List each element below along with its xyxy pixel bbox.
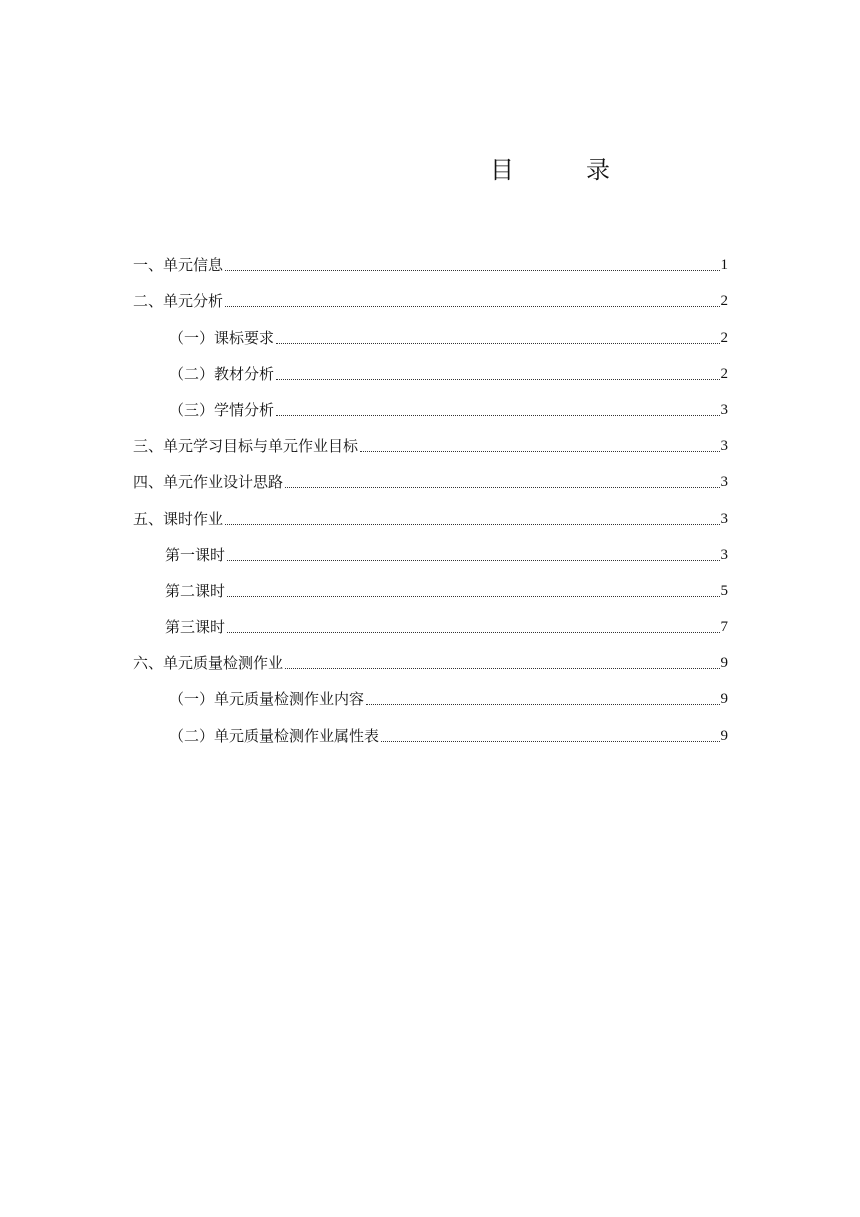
toc-entry-design-approach[interactable]: [133, 457, 728, 493]
dot-leader: [285, 487, 719, 488]
toc-entry-label: 六、单元质量检测作业: [133, 654, 284, 673]
dot-leader: [360, 451, 719, 452]
toc-entry-page-number: 3: [720, 546, 728, 563]
toc-entry-page-number: 3: [720, 510, 728, 527]
toc-entry-page-number: 3: [720, 474, 728, 491]
page-title: 目 录: [490, 156, 634, 184]
toc-entry-learner-analysis[interactable]: [133, 385, 728, 421]
toc-entry-label: 四、单元作业设计思路: [133, 473, 284, 492]
toc-entry-label: 第三课时: [165, 618, 226, 637]
dot-leader: [276, 379, 719, 380]
toc-entry-quality-test[interactable]: [133, 638, 728, 674]
toc-entry-textbook-analysis[interactable]: [133, 349, 728, 385]
toc-entry-unit-info[interactable]: [133, 240, 728, 276]
toc-entry-page-number: 7: [720, 619, 728, 636]
toc-entry-lesson-homework[interactable]: [133, 493, 728, 529]
toc-entry-label: 二、单元分析: [133, 292, 224, 311]
toc-entry-page-number: 9: [720, 727, 728, 744]
toc-entry-label: 五、课时作业: [133, 509, 224, 528]
dot-leader: [276, 415, 719, 416]
toc-entry-lesson-2[interactable]: [133, 566, 728, 602]
toc-entry-label: （一）课标要求: [169, 328, 275, 347]
toc-entry-page-number: 5: [720, 582, 728, 599]
toc-entry-page-number: 3: [720, 401, 728, 418]
toc-entry-page-number: 1: [720, 257, 728, 274]
toc-entry-page-number: 2: [720, 293, 728, 310]
toc-entry-curriculum-requirements[interactable]: [133, 312, 728, 348]
dot-leader: [285, 668, 719, 669]
dot-leader: [227, 632, 719, 633]
toc-entry-lesson-1[interactable]: [133, 530, 728, 566]
dot-leader: [366, 704, 719, 705]
toc-entry-label: （二）单元质量检测作业属性表: [169, 726, 380, 745]
dot-leader: [225, 270, 719, 271]
toc-entry-label: 一、单元信息: [133, 256, 224, 275]
toc-entry-page-number: 2: [720, 365, 728, 382]
toc-entry-label: 三、单元学习目标与单元作业目标: [133, 437, 359, 456]
toc-entry-learning-goals[interactable]: [133, 421, 728, 457]
toc-entry-label: 第二课时: [165, 581, 226, 600]
dot-leader: [225, 306, 719, 307]
toc-entry-unit-analysis[interactable]: [133, 276, 728, 312]
toc-entry-page-number: 9: [720, 655, 728, 672]
toc-entry-label: （二）教材分析: [169, 364, 275, 383]
toc-entry-page-number: 2: [720, 329, 728, 346]
toc-entry-quality-test-content[interactable]: [133, 674, 728, 710]
toc-entry-label: （三）学情分析: [169, 400, 275, 419]
dot-leader: [227, 596, 719, 597]
toc-entry-lesson-3[interactable]: [133, 602, 728, 638]
dot-leader: [227, 560, 719, 561]
toc-entry-label: （一）单元质量检测作业内容: [169, 690, 365, 709]
dot-leader: [381, 741, 719, 742]
toc-entry-quality-test-attributes[interactable]: [133, 710, 728, 746]
toc-entry-page-number: 3: [720, 438, 728, 455]
dot-leader: [225, 524, 719, 525]
toc-entry-label: 第一课时: [165, 545, 226, 564]
toc-entry-page-number: 9: [720, 691, 728, 708]
table-of-contents: [133, 240, 728, 747]
dot-leader: [276, 343, 719, 344]
